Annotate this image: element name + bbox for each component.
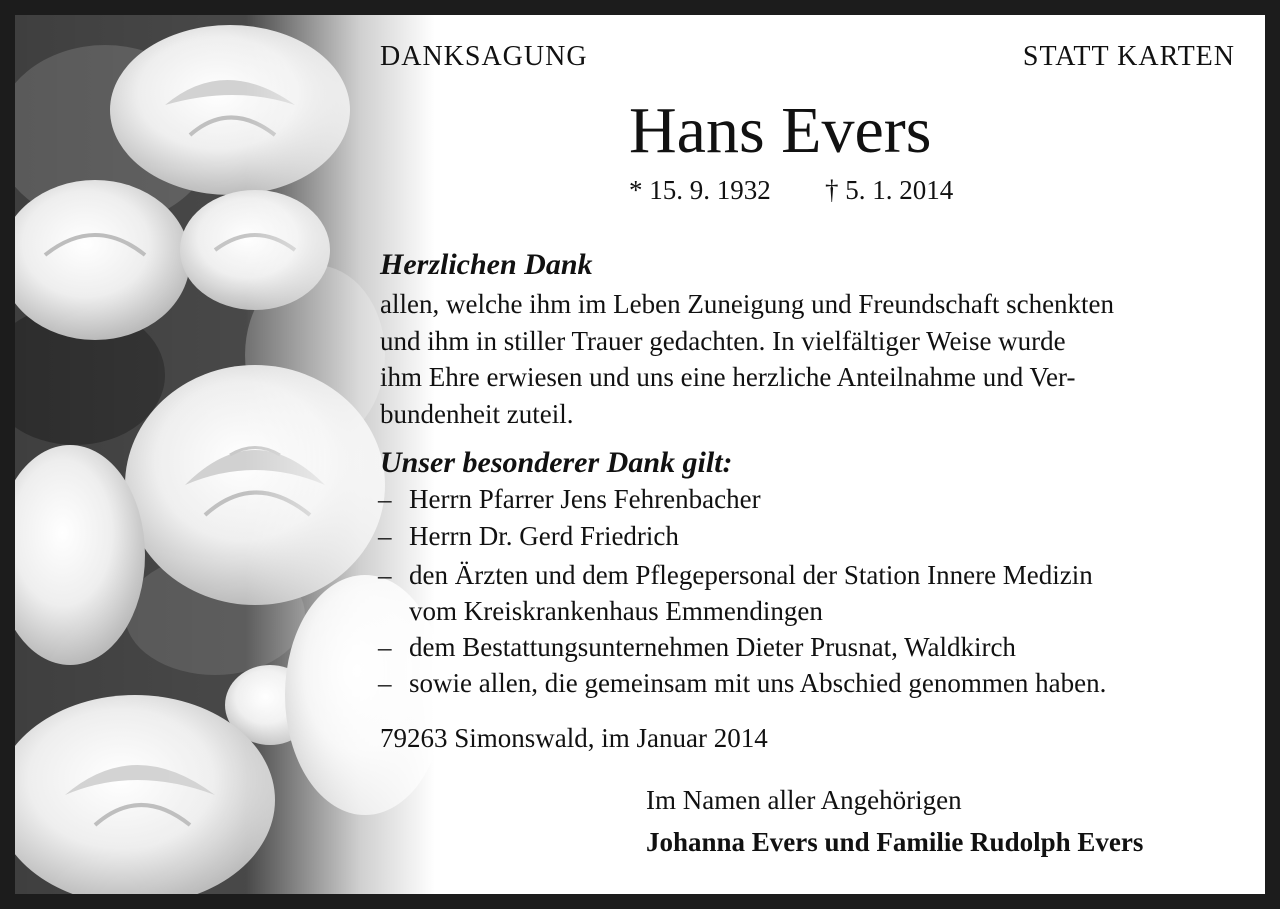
list-item-text: Herrn Dr. Gerd Friedrich (409, 521, 679, 551)
birth-date: * 15. 9. 1932 (629, 175, 771, 205)
death-date: † 5. 1. 2014 (825, 175, 954, 205)
list-item-text: den Ärzten und dem Pflegepersonal der Station Innere Medizin (409, 560, 1093, 590)
thanks-heading: Herzlichen Dank (380, 248, 593, 281)
special-thanks-heading: Unser besonderer Dank gilt: (380, 446, 733, 479)
deceased-name: Hans Evers (629, 94, 932, 167)
label-statt-karten: STATT KARTEN (1022, 41, 1235, 72)
list-dash: – (378, 668, 392, 698)
list-dash: – (378, 632, 392, 662)
place-date: 79263 Simonswald, im Januar 2014 (380, 723, 768, 753)
signature-intro: Im Namen aller Angehörigen (646, 785, 962, 815)
label-danksagung: DANKSAGUNG (380, 41, 588, 72)
list-item-text: Herrn Pfarrer Jens Fehrenbacher (409, 484, 761, 514)
list-item-text: vom Kreiskrankenhaus Emmendingen (409, 596, 823, 626)
list-dash: – (378, 560, 392, 590)
list-item-text: sowie allen, die gemeinsam mit uns Abschied genommen haben. (409, 668, 1107, 698)
thanks-line: allen, welche ihm im Leben Zuneigung und Freundschaft schenkten (380, 289, 1115, 319)
thanks-line: und ihm in stiller Trauer gedachten. In vielfältiger Weise wurde (380, 325, 1066, 356)
text-content (15, 15, 1265, 894)
thanks-line: ihm Ehre erwiesen und uns eine herzliche Anteilnahme und Ver- (380, 362, 1076, 392)
thanks-paragraph (380, 286, 1114, 432)
list-dash: – (378, 484, 392, 514)
list-dash: – (378, 521, 392, 551)
thanks-line: bundenheit zuteil. (380, 398, 574, 429)
list-item-text: dem Bestattungsunternehmen Dieter Prusnat, Waldkirch (409, 632, 1016, 662)
signature-names: Johanna Evers und Familie Rudolph Evers (646, 827, 1144, 857)
